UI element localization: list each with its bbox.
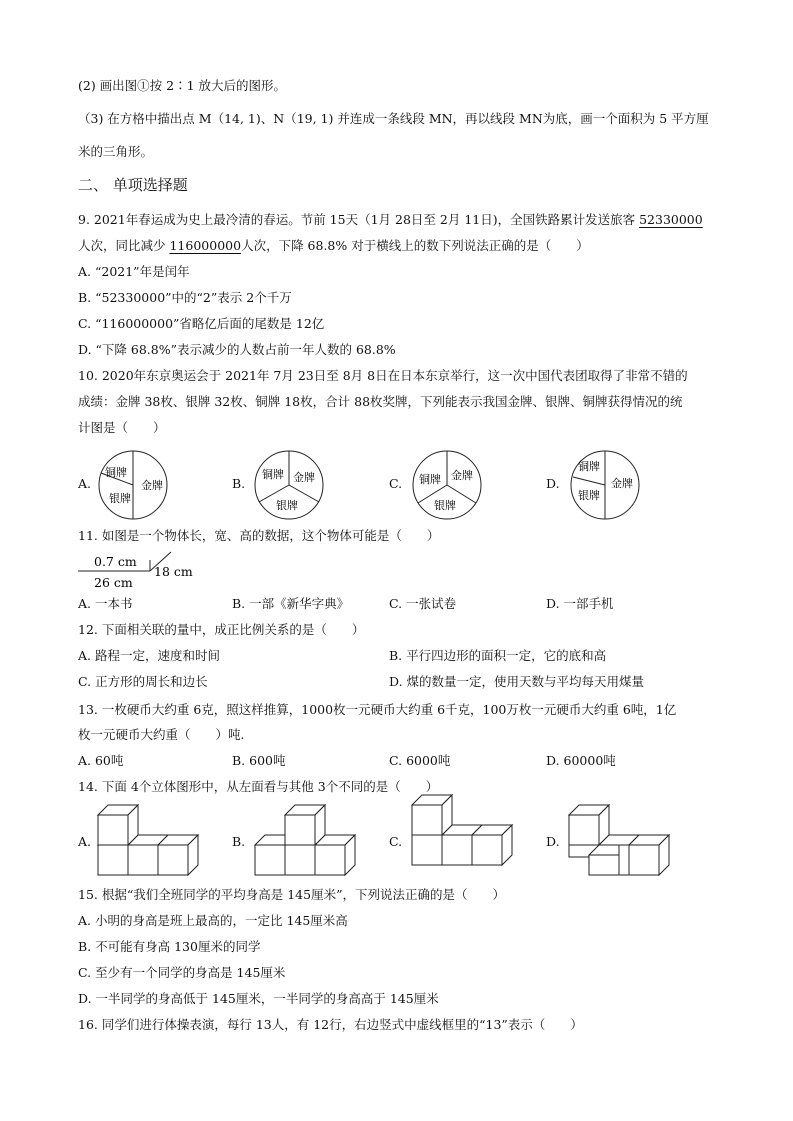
q14-label-a: A.: [78, 834, 92, 849]
q14-stem: 14. 下面 4个立体图形中，从左面看与其他 3个不同的是（ ）: [78, 779, 439, 794]
q10-label-a: A.: [78, 476, 92, 491]
pie-b-gold: 金牌: [293, 471, 315, 484]
q13-line1: 13. 一枚硬币大约重 6克，照这样推算，1000枚一元硬币大约重 6千克，100万枚一元硬币大约重 6吨，1亿: [78, 702, 677, 717]
q9-option-a: A. “2021”年是闰年: [78, 264, 190, 279]
pie-c-bronze: 铜牌: [419, 473, 441, 486]
q10-line3: 计图是（ ）: [78, 420, 166, 435]
pie-b-bronze: 铜牌: [262, 468, 284, 481]
pie-d-bronze: 铜牌: [578, 460, 600, 473]
q10-pie-a: [97, 449, 169, 521]
q13-option-c: C. 6000吨: [389, 753, 451, 768]
q15-stem: 15. 根据“我们全班同学的平均身高是 145厘米”，下列说法正确的是（ ）: [78, 887, 505, 902]
q12-option-a: A. 路程一定，速度和时间: [78, 648, 220, 663]
q11-option-d: D. 一部手机: [546, 596, 614, 611]
q15-option-b: B. 不可能有身高 130厘米的同学: [78, 939, 261, 954]
q10-pie-d: [569, 449, 641, 521]
q9-option-d: D. “下降 68.8%”表示减少的人数占前一年人数的 68.8%: [78, 342, 396, 357]
q9-text: 9. 2021年春运成为史上最冷清的春运。节前 15天（1月 28日至 2月 11日)，全国铁路累计发送旅客: [78, 212, 640, 227]
q13-option-b: B. 600吨: [232, 753, 286, 768]
q9-line1: [78, 212, 703, 228]
q16-stem: 16. 同学们进行体操表演，每行 13人，有 12行，右边竖式中虚线框里的“13”表示（ ）: [78, 1017, 583, 1032]
q10-label-b: B.: [232, 476, 246, 491]
pie-b-silver: 银牌: [276, 499, 298, 512]
pie-c-gold: 金牌: [451, 469, 473, 482]
q14-label-c: C.: [389, 834, 403, 849]
q10-line2: 成绩：金牌 38枚、银牌 32枚、铜牌 18枚，合计 88枚奖牌，下列能表示我国金牌、银牌、铜牌获得情况的统: [78, 394, 683, 409]
q9-option-c: C. “116000000”省略亿后面的尾数是 12亿: [78, 316, 325, 331]
q9-underlined-number-2: 116000000: [169, 238, 242, 253]
q10-line1: 10. 2020年东京奥运会于 2021年 7月 23日至 8月 8日在日本东京举行，这一次中国代表团取得了非常不错的: [78, 368, 688, 383]
q9-text: 人次，同比减少: [78, 238, 170, 253]
q11-dimension-figure: [74, 550, 204, 594]
q15-option-c: C. 至少有一个同学的身高是 145厘米: [78, 965, 286, 980]
pie-c-silver: 银牌: [434, 499, 456, 512]
q9-line2: [78, 238, 589, 254]
q11-height-label: 18 cm: [154, 564, 193, 579]
q12-option-c: C. 正方形的周长和边长: [78, 674, 208, 689]
section-heading: 二、 单项选择题: [78, 176, 188, 194]
pie-a-bronze: 铜牌: [105, 466, 127, 479]
q10-pie-b: [253, 449, 325, 521]
q12-stem: 12. 下面相关联的量中，成正比例关系的是（ ）: [78, 622, 365, 637]
q10-label-c: C.: [389, 476, 403, 491]
q10-pie-c: [411, 449, 483, 521]
q11-length-label: 26 cm: [94, 575, 133, 590]
q8-part2: (2) 画出图①按 2∶1 放大后的图形。: [78, 78, 287, 93]
q14-label-d: D.: [546, 834, 560, 849]
q13-option-a: A. 60吨: [78, 753, 124, 768]
q11-option-c: C. 一张试卷: [389, 596, 457, 611]
q9-option-b: B. “52330000”中的“2”表示 2个千万: [78, 290, 292, 305]
q14-figure-c: [412, 803, 518, 865]
q14-label-b: B.: [232, 834, 246, 849]
q10-label-d: D.: [546, 476, 560, 491]
q11-option-b: B. 一部《新华字典》: [232, 596, 350, 611]
q11-width-label: 0.7 cm: [94, 554, 137, 569]
q15-option-d: D. 一半同学的身高低于 145厘米，一半同学的身高高于 145厘米: [78, 991, 439, 1006]
pie-a-silver: 银牌: [109, 492, 131, 505]
q14-figure-a: [98, 803, 194, 875]
q13-option-d: D. 60000吨: [546, 753, 616, 768]
q13-line2: 枚一元硬币大约重（ ）吨.: [78, 727, 245, 742]
pie-a-gold: 金牌: [141, 479, 163, 492]
q9-underlined-number-1: 52330000: [639, 212, 703, 227]
q11-stem: 11. 如图是一个物体长，宽、高的数据，这个物体可能是（ ）: [78, 528, 440, 543]
q8-part3-line2: 米的三角形。: [78, 144, 154, 159]
q14-figure-b: [255, 803, 351, 875]
q9-text: 人次，下降 68.8% 对于横线上的数下列说法正确的是（ ）: [241, 238, 589, 253]
q14-figure-d: [569, 803, 669, 875]
q12-option-b: B. 平行四边形的面积一定，它的底和高: [389, 648, 607, 663]
q11-option-a: A. 一本书: [78, 596, 133, 611]
q15-option-a: A. 小明的身高是班上最高的，一定比 145厘米高: [78, 913, 348, 928]
pie-d-gold: 金牌: [611, 477, 633, 490]
q12-option-d: D. 煤的数量一定，使用天数与平均每天用煤量: [389, 674, 645, 689]
q8-part3-line1: （3) 在方格中描出点 M（14, 1)、N（19, 1) 并连成一条线段 MN，再以线段 MN为底，画一个面积为 5 平方厘: [78, 111, 709, 126]
pie-d-silver: 银牌: [578, 489, 600, 502]
